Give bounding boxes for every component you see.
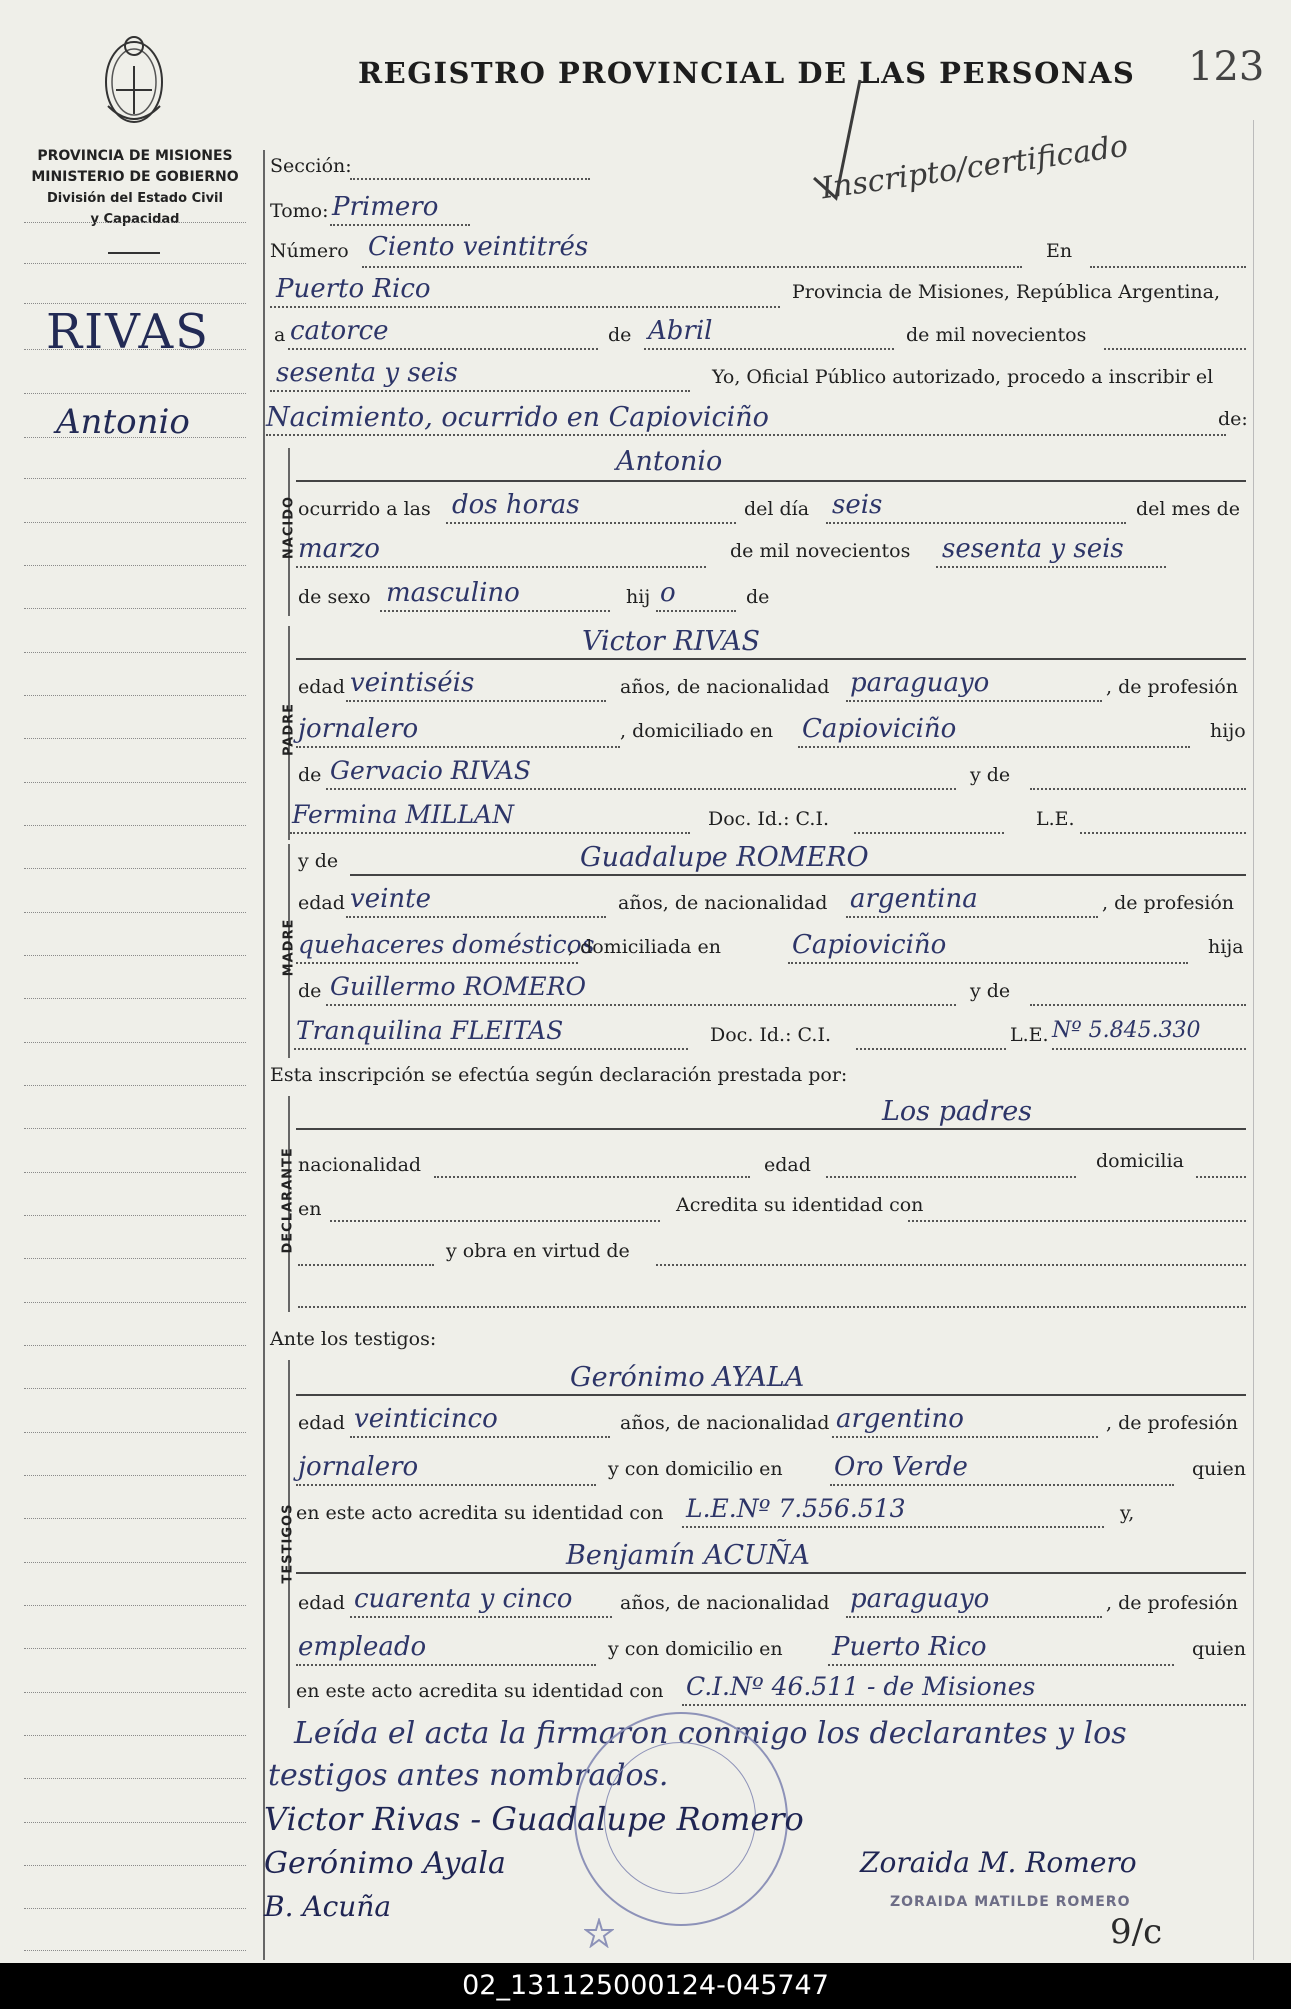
signature-parents: Victor Rivas - Guadalupe Romero	[264, 1800, 804, 1838]
section-madre: MADRE	[281, 918, 297, 977]
madre-y-de-label: y de	[298, 850, 339, 872]
w1-dom-label: y con domicilio en	[608, 1458, 783, 1480]
padre-de-label: de	[298, 764, 322, 786]
en-label: En	[1046, 240, 1073, 262]
padre-edad-label: edad	[298, 676, 345, 698]
year-value: sesenta y seis	[276, 358, 458, 388]
w2-quien-label: quien	[1192, 1638, 1246, 1660]
madre-y-de-label2: y de	[970, 980, 1011, 1002]
official-stamp-name: ZORAIDA MATILDE ROMERO	[890, 1894, 1131, 1910]
footer-id: 02_131125000124-045747	[462, 1970, 829, 2001]
page-number: 123	[1188, 44, 1265, 90]
issuer-division: División del Estado Civil	[47, 191, 223, 206]
padre-le-label: L.E.	[1036, 808, 1075, 830]
madre-dom-label: , domiciliada en	[568, 936, 721, 958]
witness1-profession: jornalero	[298, 1452, 419, 1482]
birth-month-value: marzo	[298, 534, 380, 564]
madre-de-label: de	[298, 980, 322, 1002]
witness1-nationality: argentino	[836, 1404, 964, 1434]
sexo-label: de sexo	[298, 586, 371, 608]
witness1-id: L.E.Nº 7.556.513	[686, 1494, 906, 1523]
del-mes-label: del mes de	[1136, 498, 1240, 520]
hijo-suffix: o	[660, 578, 676, 608]
day-value: catorce	[290, 316, 389, 346]
del-dia-label: del día	[744, 498, 810, 520]
hijo-label: hij	[626, 586, 651, 608]
father-name: Victor RIVAS	[582, 626, 761, 657]
mother-domicile: Capioviciño	[792, 930, 947, 960]
mother-age: veinte	[350, 884, 431, 914]
de-colon: de:	[1218, 408, 1248, 430]
child-name: Antonio	[616, 446, 723, 477]
madre-prof-label: , de profesión	[1102, 892, 1234, 914]
padre-y-de-label: y de	[970, 764, 1011, 786]
official-text: Yo, Oficial Público autorizado, procedo a inscribir el	[712, 366, 1214, 388]
w1-quien-label: quien	[1192, 1458, 1246, 1480]
hour-value: dos horas	[452, 490, 580, 520]
issuer-ministry: MINISTERIO DE GOBIERNO	[31, 169, 239, 185]
w2-edad-label: edad	[298, 1592, 345, 1614]
birth-year-label: de mil novecientos	[730, 540, 911, 562]
father-profession: jornalero	[298, 714, 419, 744]
father-nationality: paraguayo	[850, 668, 990, 698]
birth-year-value: sesenta y seis	[942, 534, 1124, 564]
section-padre: PADRE	[281, 702, 297, 757]
w1-prof-label: , de profesión	[1106, 1412, 1238, 1434]
witness2-domicile: Puerto Rico	[832, 1632, 987, 1662]
mother-le-value: Nº 5.845.330	[1052, 1018, 1201, 1043]
w2-prof-label: , de profesión	[1106, 1592, 1238, 1614]
father-domicile: Capioviciño	[802, 714, 957, 744]
father-father: Gervacio RIVAS	[330, 756, 531, 785]
madre-nac-label: años, de nacionalidad	[618, 892, 828, 914]
signature-official: Zoraida M. Romero	[860, 1846, 1137, 1879]
star-icon	[584, 1918, 614, 1948]
mother-father: Guillermo ROMERO	[330, 972, 586, 1001]
numero-label: Número	[270, 240, 349, 262]
signature-witness2: B. Acuña	[264, 1890, 392, 1923]
witness2-name: Benjamín ACUÑA	[566, 1540, 810, 1571]
declarante-obra-label: y obra en virtud de	[446, 1240, 630, 1262]
act-value: Nacimiento, ocurrido en Capioviciño	[266, 402, 769, 433]
closing-line1: Leída el acta la firmaron conmigo los declarantes y los	[294, 1716, 1127, 1751]
padre-nac-label: años, de nacionalidad	[620, 676, 830, 698]
margin-surname: RIVAS	[46, 304, 211, 360]
witness2-profession: empleado	[298, 1632, 427, 1662]
margin-given-name: Antonio	[56, 402, 190, 442]
check-mark-icon	[806, 78, 866, 208]
madre-le-label: L.E.	[1010, 1024, 1049, 1046]
mother-name: Guadalupe ROMERO	[580, 842, 869, 873]
father-mother: Fermina MILLAN	[292, 800, 514, 829]
tomo-value: Primero	[332, 192, 439, 222]
padre-doc-label: Doc. Id.: C.I.	[708, 808, 829, 830]
witness2-age: cuarenta y cinco	[354, 1584, 573, 1614]
margin-note: Inscripto/certificado	[819, 128, 1131, 207]
issuer-province: PROVINCIA DE MISIONES	[37, 148, 233, 164]
declarante-acredita-label: Acredita su identidad con	[676, 1194, 924, 1216]
mother-nationality: argentina	[850, 884, 978, 914]
madre-hija-label: hija	[1208, 936, 1244, 958]
closing-line2: testigos antes nombrados.	[268, 1758, 669, 1793]
a-label: a	[274, 324, 286, 346]
declarante-nac-label: nacionalidad	[298, 1154, 422, 1176]
year-text: de mil novecientos	[906, 324, 1087, 346]
madre-edad-label: edad	[298, 892, 345, 914]
w1-nac-label: años, de nacionalidad	[620, 1412, 830, 1434]
section-declarante: DECLARANTE	[280, 1147, 296, 1254]
page-title: REGISTRO PROVINCIAL DE LAS PERSONAS	[358, 56, 1136, 90]
w2-dom-label: y con domicilio en	[608, 1638, 783, 1660]
father-age: veintiséis	[350, 668, 475, 698]
declarante-en-label: en	[298, 1198, 322, 1220]
witness1-name: Gerónimo AYALA	[570, 1362, 805, 1393]
birth-day-value: seis	[832, 490, 883, 520]
de-label: de	[608, 324, 632, 346]
testigos-intro: Ante los testigos:	[270, 1328, 437, 1350]
w2-nac-label: años, de nacionalidad	[620, 1592, 830, 1614]
mother-mother: Tranquilina FLEITAS	[296, 1016, 564, 1045]
padre-dom-label: , domiciliado en	[620, 720, 774, 742]
month-value: Abril	[648, 316, 713, 346]
w1-acredita-label: en este acto acredita su identidad con	[296, 1502, 664, 1524]
place-value: Puerto Rico	[276, 274, 431, 304]
padre-prof-label: , de profesión	[1106, 676, 1238, 698]
numero-value: Ciento veintitrés	[368, 232, 589, 262]
sexo-value: masculino	[386, 578, 520, 608]
w1-y-label: y,	[1120, 1502, 1135, 1524]
section-nacido: NACIDO	[281, 495, 297, 560]
coat-of-arms-icon	[98, 26, 170, 136]
mother-profession: quehaceres domésticos	[298, 930, 595, 959]
declarante-intro: Esta inscripción se efectúa según declaración prestada por:	[270, 1064, 848, 1086]
ocurrido-label: ocurrido a las	[298, 498, 431, 520]
signature-witness1: Gerónimo Ayala	[264, 1846, 506, 1881]
hijo-de-label: de	[746, 586, 770, 608]
witness1-age: veinticinco	[354, 1404, 498, 1434]
official-initials: 9/c	[1110, 1912, 1163, 1952]
madre-doc-label: Doc. Id.: C.I.	[710, 1024, 831, 1046]
w1-edad-label: edad	[298, 1412, 345, 1434]
witness2-id: C.I.Nº 46.511 - de Misiones	[686, 1672, 1036, 1701]
footer-bar	[0, 1963, 1291, 2009]
tomo-label: Tomo:	[270, 200, 329, 222]
issuer-capacity: y Capacidad	[90, 212, 180, 227]
province-text: Provincia de Misiones, República Argentina,	[792, 281, 1221, 303]
w2-acredita-label: en este acto acredita su identidad con	[296, 1680, 664, 1702]
seccion-label: Sección:	[270, 155, 352, 177]
witness1-domicile: Oro Verde	[834, 1452, 968, 1482]
section-testigos: TESTIGOS	[280, 1503, 296, 1584]
declarante-dom-label: domicilia	[1096, 1150, 1184, 1172]
padre-hijo-label: hijo	[1210, 720, 1246, 742]
declarante-edad-label: edad	[764, 1154, 811, 1176]
witness2-nationality: paraguayo	[850, 1584, 990, 1614]
declarante-value: Los padres	[882, 1096, 1033, 1127]
